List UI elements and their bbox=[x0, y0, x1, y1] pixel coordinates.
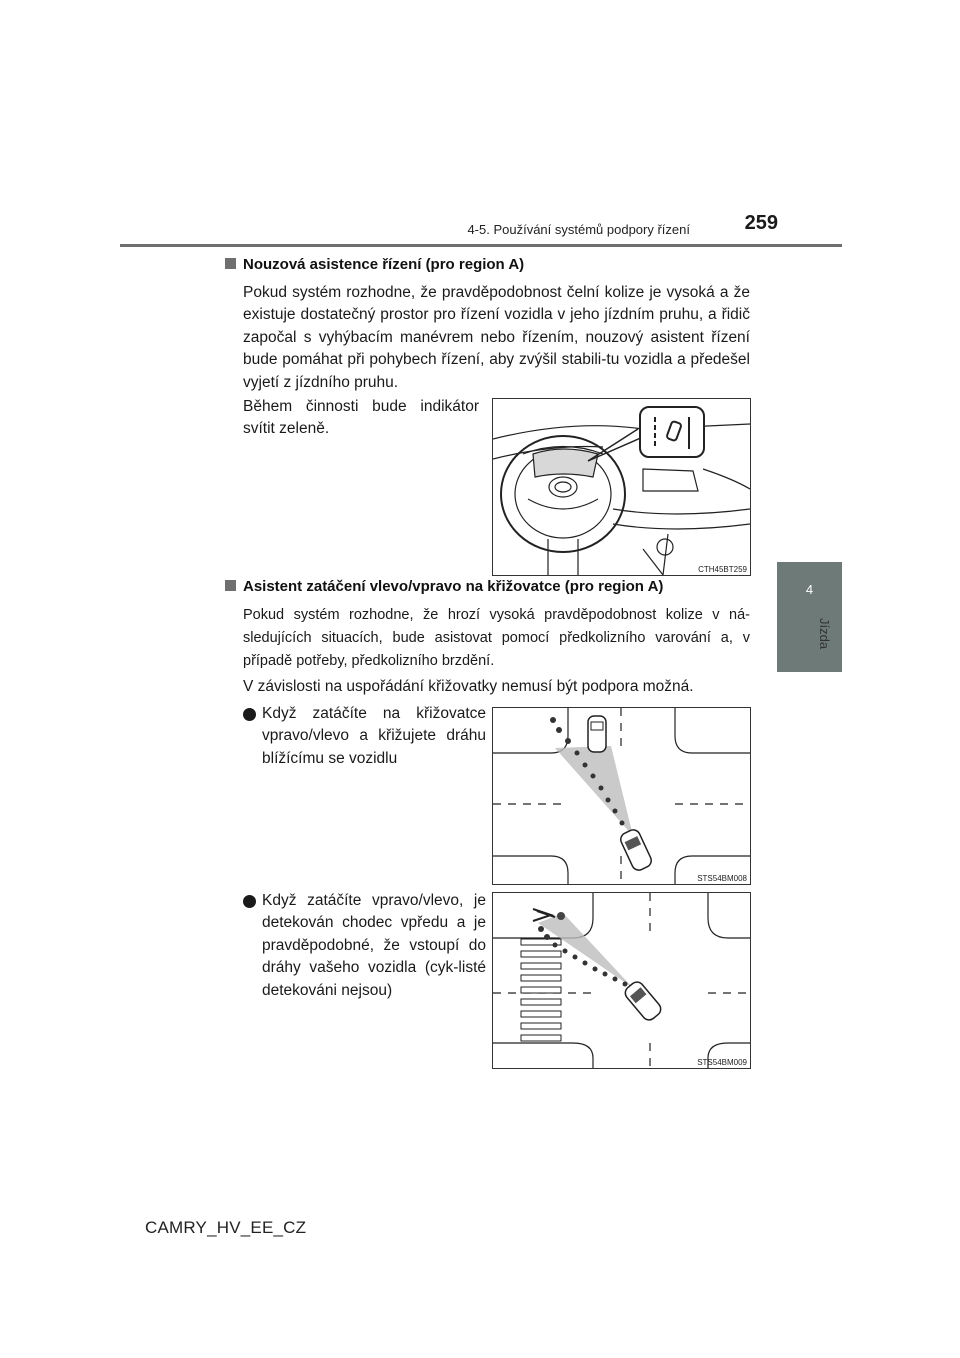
indicator-note: Během činnosti bude indikátor svítit zeleně. bbox=[243, 398, 479, 438]
figure-code: STS54BM009 bbox=[697, 1058, 747, 1067]
document-code: CAMRY_HV_EE_CZ bbox=[145, 1218, 307, 1237]
list-bullet bbox=[243, 708, 256, 726]
dashboard-illustration bbox=[493, 399, 750, 575]
square-bullet-icon bbox=[225, 258, 236, 269]
list-bullet bbox=[243, 895, 256, 913]
pedestrian-crossing-illustration bbox=[493, 893, 750, 1068]
section-title: Asistent zatáčení vlevo/vpravo na křižovatce (pro region A) bbox=[243, 578, 664, 595]
square-bullet-icon bbox=[225, 580, 236, 591]
bullet-icon bbox=[243, 895, 256, 908]
figure-code: STS54BM008 bbox=[697, 874, 747, 883]
chapter-tab-label: Jízda bbox=[817, 618, 832, 650]
list-item: Když zatáčíte na křižovatce vpravo/vlevo a křižujete dráhu blížícímu se vozidlu bbox=[262, 705, 486, 767]
list-item: Když zatáčíte vpravo/vlevo, je detekován chodec vpředu a je pravděpodobné, že vstoupí do dráhy vašeho vozidla (cyk-listé detekováni nejsou) bbox=[262, 892, 486, 999]
header-divider bbox=[120, 244, 842, 247]
pedestrian-figure bbox=[492, 892, 751, 1069]
paragraph: V závislosti na uspořádání křižovatky nemusí být podpora možná. bbox=[243, 678, 694, 695]
intersection-vehicle-illustration bbox=[493, 708, 750, 884]
dashboard-figure bbox=[492, 398, 751, 576]
section-heading bbox=[225, 256, 755, 274]
section-title: Nouzová asistence řízení (pro region A) bbox=[243, 256, 525, 273]
intersection-figure bbox=[492, 707, 751, 885]
chapter-tab-number: 4 bbox=[805, 582, 814, 597]
paragraph: Pokud systém rozhodne, že pravděpodobnost čelní kolize je vysoká a že existuje dostatečný prostor pro řízení vozidla v jeho jízdním pruhu, a řidič započal s vyhýbacím manévrem nebo řízením, nouzový asistent řízení bude pomáhat při pohybech řízení, aby zvýšil stabili-tu vozidla a předešel vyjetí z jízdního pruhu. bbox=[243, 284, 750, 391]
page-number: 259 bbox=[744, 212, 778, 234]
section-heading bbox=[225, 578, 765, 596]
bullet-icon bbox=[243, 708, 256, 721]
paragraph: Pokud systém rozhodne, že hrozí vysoká pravděpodobnost kolize v ná-sledujících situacích, bude asistovat pomocí předkolizního varování a, v případě potřeby, předkolizního brzdění. bbox=[243, 607, 750, 669]
chapter-title: 4-5. Používání systémů podpory řízení bbox=[467, 222, 690, 237]
figure-code: CTH45BT259 bbox=[698, 565, 747, 574]
